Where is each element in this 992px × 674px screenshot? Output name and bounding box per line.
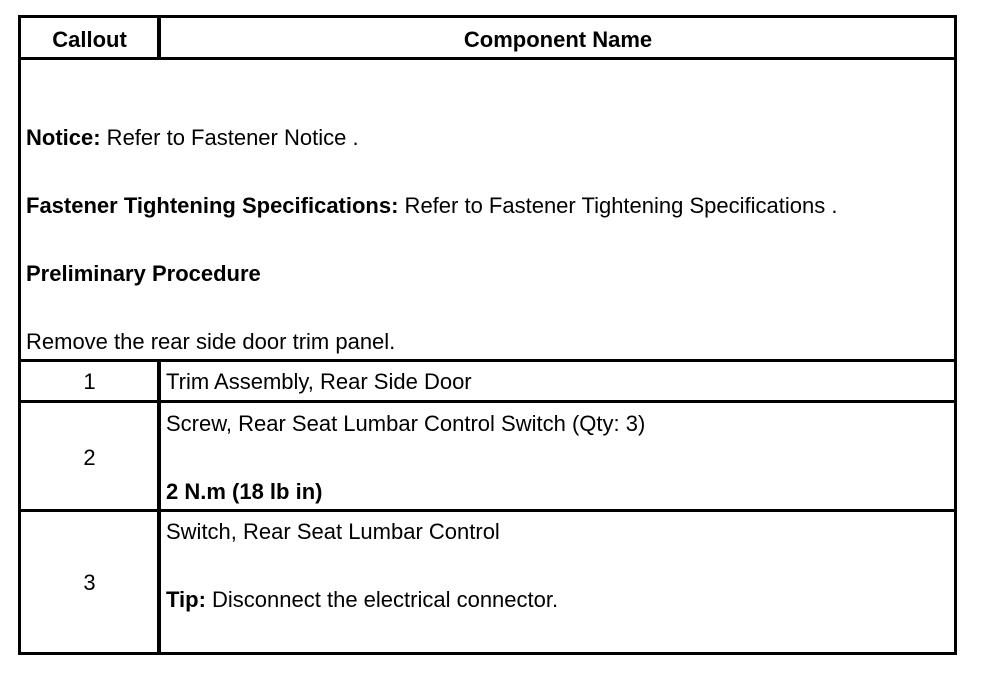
row-3-tip-text: Disconnect the electrical connector. <box>205 587 559 612</box>
header-rule <box>21 57 954 60</box>
preliminary-step: Remove the rear side door trim panel. <box>26 329 396 354</box>
preliminary-heading: Preliminary Procedure <box>26 261 261 286</box>
notice-label: Notice: <box>26 125 101 150</box>
row-3-callout: 3 <box>83 570 96 595</box>
spec-label: Fastener Tightening Specifications: <box>26 193 399 218</box>
row-2-callout: 2 <box>83 445 96 470</box>
row-3-tip-label: Tip: <box>166 587 206 612</box>
notice-text: Refer to Fastener Notice . <box>100 125 359 150</box>
component-table <box>18 15 957 655</box>
header-callout: Callout <box>52 27 127 52</box>
row-1-name: Trim Assembly, Rear Side Door <box>166 369 472 394</box>
row-3-tip <box>166 588 558 612</box>
row-3-name: Switch, Rear Seat Lumbar Control <box>166 519 500 544</box>
header-divider <box>157 18 161 58</box>
header-component-name: Component Name <box>463 27 653 52</box>
notice-line <box>26 126 359 150</box>
row-2-torque: 2 N.m (18 lb in) <box>166 479 323 504</box>
spec-text: Refer to Fastener Tightening Specifications . <box>398 193 838 218</box>
row-2-name: Screw, Rear Seat Lumbar Control Switch (Qty: 3) <box>166 411 646 436</box>
row-1-callout: 1 <box>83 369 96 394</box>
rows-divider <box>157 359 161 652</box>
spec-line <box>26 194 837 218</box>
